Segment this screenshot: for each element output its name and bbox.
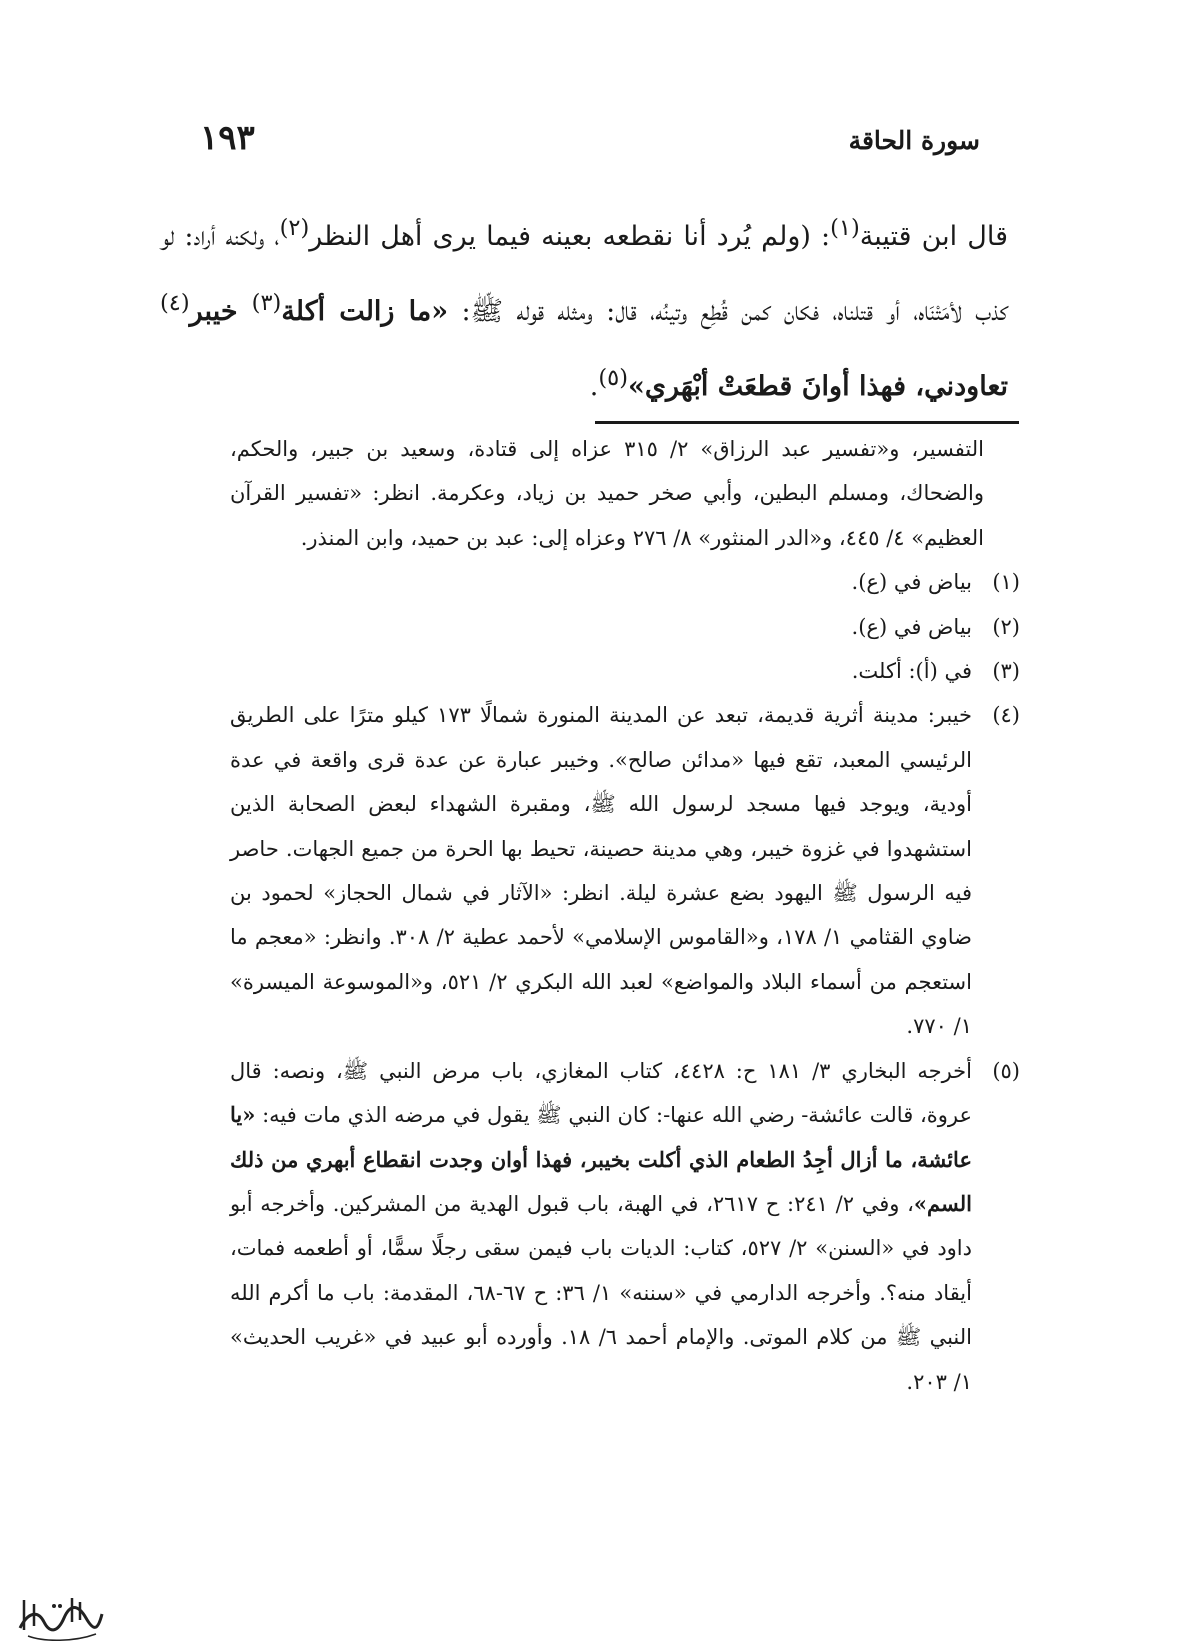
page-number: ١٩٣ <box>200 118 255 158</box>
surah-title: سورة الحاقة <box>848 126 980 155</box>
main-text-part: ، ولكنه أراد: لو كذب لأمَتْنَاه، أو قتلناه، فكان كمن قُطِع وتينُه، قال: ومثله قوله ﷺ: <box>160 221 1008 327</box>
main-text-part: : (ولم يُرد أنا نقطعه بعينه فيما يرى أهل النظر <box>309 221 831 252</box>
footnote-continuation: التفسير، و«تفسير عبد الرزاق» ٢/ ٣١٥ عزاه إلى قتادة، وسعيد بن جبير، والحكم، والضحاك، ومسلم البطين، وأبي صخر حميد بن زياد، وعكرمة. انظر: «تفسير القرآن العظيم» ٤/ ٤٤٥، و«الدر المنثور» ٨/ ٢٧٦ وعزاه إلى: عبد بن حميد، وابن المنذر. <box>230 437 984 550</box>
footnote-ref-4: (٤) <box>160 290 190 316</box>
main-text-end: . <box>589 371 599 402</box>
footnote-text: في (أ): أكلت. <box>851 659 972 684</box>
publisher-logo-icon <box>14 1592 106 1644</box>
footnote-ref-5: (٥) <box>598 365 628 391</box>
footnote-text: خيبر: مدينة أثرية قديمة، تبعد عن المدينة المنورة شمالًا ١٧٣ كيلو مترًا على الطريق الرئيسي المعبد، تقع فيها «مدائن صالح». وخيبر عبارة عن عدة قرى واقعة في عدة أودية، ويوجد فيها مسجد لرسول الله ﷺ، ومقبرة الشهداء لبعض الصحابة الذين استشهدوا في غزوة خيبر، وهي مدينة حصينة، تحيط بها الحرة من جميع الجهات. حاصر فيه الرسول ﷺ اليهود بضع عشرة ليلة. انظر: «الآثار في شمال الحجاز» لحمود بن ضاوي القثامي ١/ ١٧٨، و«القاموس الإسلامي» لأحمد عطية ٢/ ٣٠٨. وانظر: «معجم ما استعجم من أسماء البلاد والمواضع» لعبد الله البكري ٢/ ٥٢١، و«الموسوعة الميسرة» ١/ ٧٧٠. <box>230 703 973 1039</box>
footnote-5 <box>230 1049 1020 1404</box>
footnote-number: (١) <box>992 570 1020 595</box>
hadith-quote: «يا عائشة، ما أزال أجِدُ الطعام الذي أكلت بخيبر، فهذا أوان وجدت انقطاع أبهري من ذلك السم» <box>230 1102 972 1216</box>
main-text <box>160 195 1008 420</box>
footnote-3 <box>230 649 1020 693</box>
footnote-1 <box>230 560 1020 604</box>
footnote-text: أخرجه البخاري ٣/ ١٨١ ح: ٤٤٢٨، كتاب المغازي، باب مرض النبي ﷺ، ونصه: قال عروة، قالت عائشة- رضي الله عنها-: كان النبي ﷺ يقول في مرضه الذي مات فيه: <box>230 1058 972 1128</box>
footnote-ref-1: (١) <box>830 215 860 241</box>
footnote-ref-2: (٢) <box>279 215 310 241</box>
main-paragraph <box>160 195 1008 420</box>
footnotes <box>230 427 1020 1404</box>
footnote-4 <box>230 693 1020 1048</box>
publisher-logo-graphic <box>14 1592 106 1644</box>
footnote-text: بياض في (ع). <box>851 570 972 595</box>
main-text-part: قال ابن قتيبة <box>859 221 1008 252</box>
footnote-number: (٣) <box>992 659 1020 684</box>
footnote-text: ، وفي ٢/ ٢٤١: ح ٢٦١٧، في الهبة، باب قبول الهدية من المشركين. وأخرجه أبو داود في «السنن» ٢/ ٥٢٧، كتاب: الديات باب فيمن سقى رجلًا سمًّا، أو أطعمه فمات، أيقاد منه؟. وأخرجه الدارمي في «سننه» ١/ ٣٦: ح ٦٧-٦٨، المقدمة: باب ما أكرم الله النبي ﷺ من كلام الموتى. والإمام أحمد ٦/ ١٨. وأورده أبو عبيد في «غريب الحديث» ١/ ٢٠٣. <box>230 1191 972 1394</box>
footnote-text: بياض في (ع). <box>851 614 972 639</box>
hadith-quote-part: خيبر <box>189 296 252 327</box>
hadith-quote-part: تعاودني، فهذا أوانَ قطعَتْ أبْهَري» <box>627 371 1008 402</box>
footnote-number: (٥) <box>992 1058 1020 1083</box>
footnote-separator <box>595 421 1019 424</box>
page-header <box>200 118 980 168</box>
hadith-quote-part: «ما زالت أكلة <box>281 296 449 327</box>
footnote-number: (٢) <box>992 614 1020 639</box>
footnote-ref-3: (٣) <box>251 290 282 316</box>
footnote-2 <box>230 605 1020 649</box>
footnote-number: (٤) <box>992 703 1020 728</box>
